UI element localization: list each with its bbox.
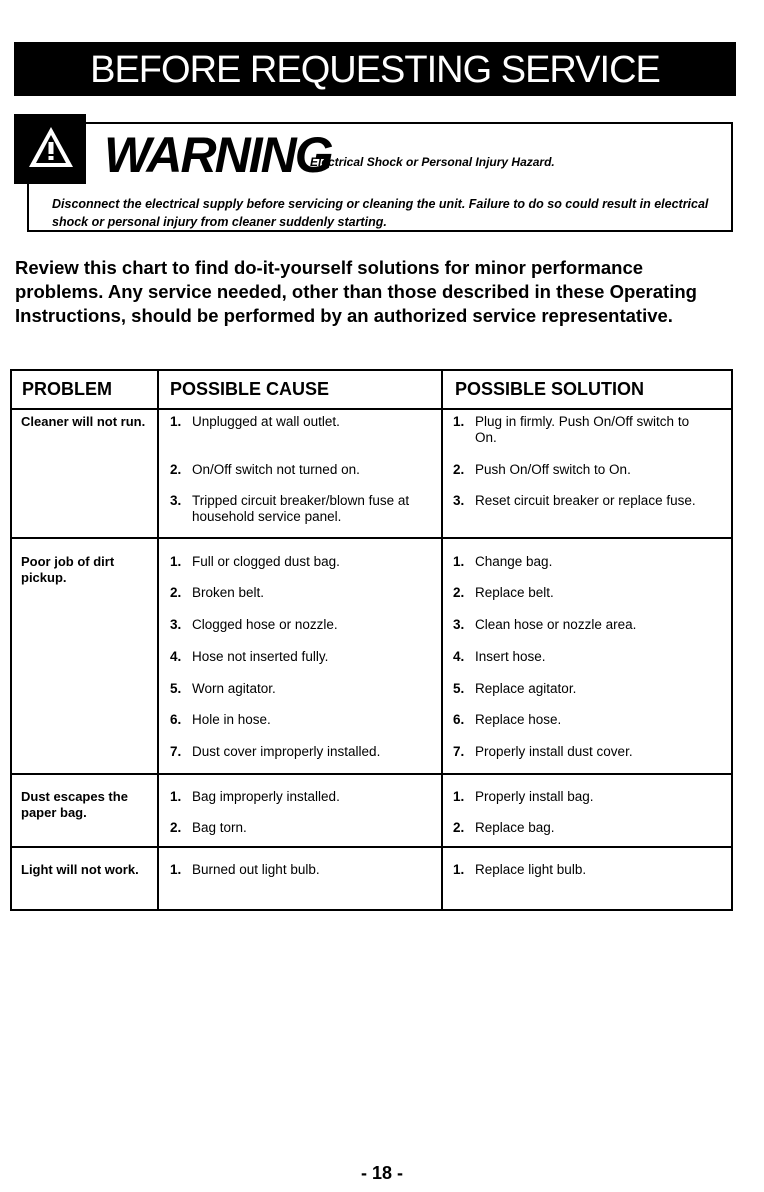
cause-item: 6. Hole in hose. xyxy=(170,712,271,727)
warning-heading: WARNING xyxy=(104,127,332,183)
problem-label: Poor job of dirt pickup. xyxy=(21,554,115,585)
cause-item: 3. Tripped circuit breaker/blown fuse at household service panel. xyxy=(170,493,410,524)
solution-item: 3. Clean hose or nozzle area. xyxy=(453,617,637,632)
cause-item: 1. Bag improperly installed. xyxy=(170,789,340,804)
cause-item: 2. Broken belt. xyxy=(170,585,265,600)
header-cause: POSSIBLE CAUSE xyxy=(170,379,330,399)
solution-item: 5. Replace agitator. xyxy=(453,681,577,696)
cause-item: 7. Dust cover improperly installed. xyxy=(170,744,381,759)
row-divider xyxy=(12,537,731,539)
page-title: BEFORE REQUESTING SERVICE xyxy=(14,42,736,96)
solution-item: 7. Properly install dust cover. xyxy=(453,744,633,759)
header-problem: PROBLEM xyxy=(22,379,112,399)
header-solution: POSSIBLE SOLUTION xyxy=(455,379,645,399)
solution-item: 2. Replace bag. xyxy=(453,820,555,835)
troubleshooting-table xyxy=(10,369,733,911)
cause-item: 1. Unplugged at wall outlet. xyxy=(170,414,340,429)
solution-item: 4. Insert hose. xyxy=(453,649,546,664)
warning-tab xyxy=(14,114,86,184)
problem-label: Dust escapes the paper bag. xyxy=(21,789,128,820)
cause-item: 1. Full or clogged dust bag. xyxy=(170,554,340,569)
solution-item: 1. Plug in firmly. Push On/Off switch to On. xyxy=(453,414,690,445)
row-divider xyxy=(12,408,731,410)
problem-label: Light will not work. xyxy=(21,862,139,877)
cause-item: 2. Bag torn. xyxy=(170,820,247,835)
cause-item: 2. On/Off switch not turned on. xyxy=(170,462,360,477)
cause-item: 3. Clogged hose or nozzle. xyxy=(170,617,338,632)
row-divider xyxy=(12,846,731,848)
solution-item: 3. Reset circuit breaker or replace fuse. xyxy=(453,493,696,508)
solution-item: 6. Replace hose. xyxy=(453,712,562,727)
solution-item: 2. Push On/Off switch to On. xyxy=(453,462,631,477)
solution-item: 1. Change bag. xyxy=(453,554,553,569)
row-divider xyxy=(12,773,731,775)
intro-paragraph: Review this chart to find do-it-yourself solutions for minor performance problems. Any service needed, other than those described in these Operating Instructions, should be performed by an authorized service representative. xyxy=(15,257,697,326)
page-number: - 18 - xyxy=(360,1163,403,1183)
cause-item: 1. Burned out light bulb. xyxy=(170,862,320,877)
solution-item: 2. Replace belt. xyxy=(453,585,554,600)
warning-text: Disconnect the electrical supply before servicing or cleaning the unit. Failure to do so could result in electrical shock or personal injury from cleaner suddenly starting. xyxy=(52,197,709,229)
solution-item: 1. Replace light bulb. xyxy=(453,862,587,877)
warning-subheading: Electrical Shock or Personal Injury Hazard. xyxy=(310,155,555,169)
warning-triangle-icon xyxy=(26,124,76,170)
column-divider xyxy=(441,371,443,909)
problem-label: Cleaner will not run. xyxy=(21,414,146,429)
column-divider xyxy=(157,371,159,909)
solution-item: 1. Properly install bag. xyxy=(453,789,594,804)
cause-item: 5. Worn agitator. xyxy=(170,681,276,696)
cause-item: 4. Hose not inserted fully. xyxy=(170,649,329,664)
